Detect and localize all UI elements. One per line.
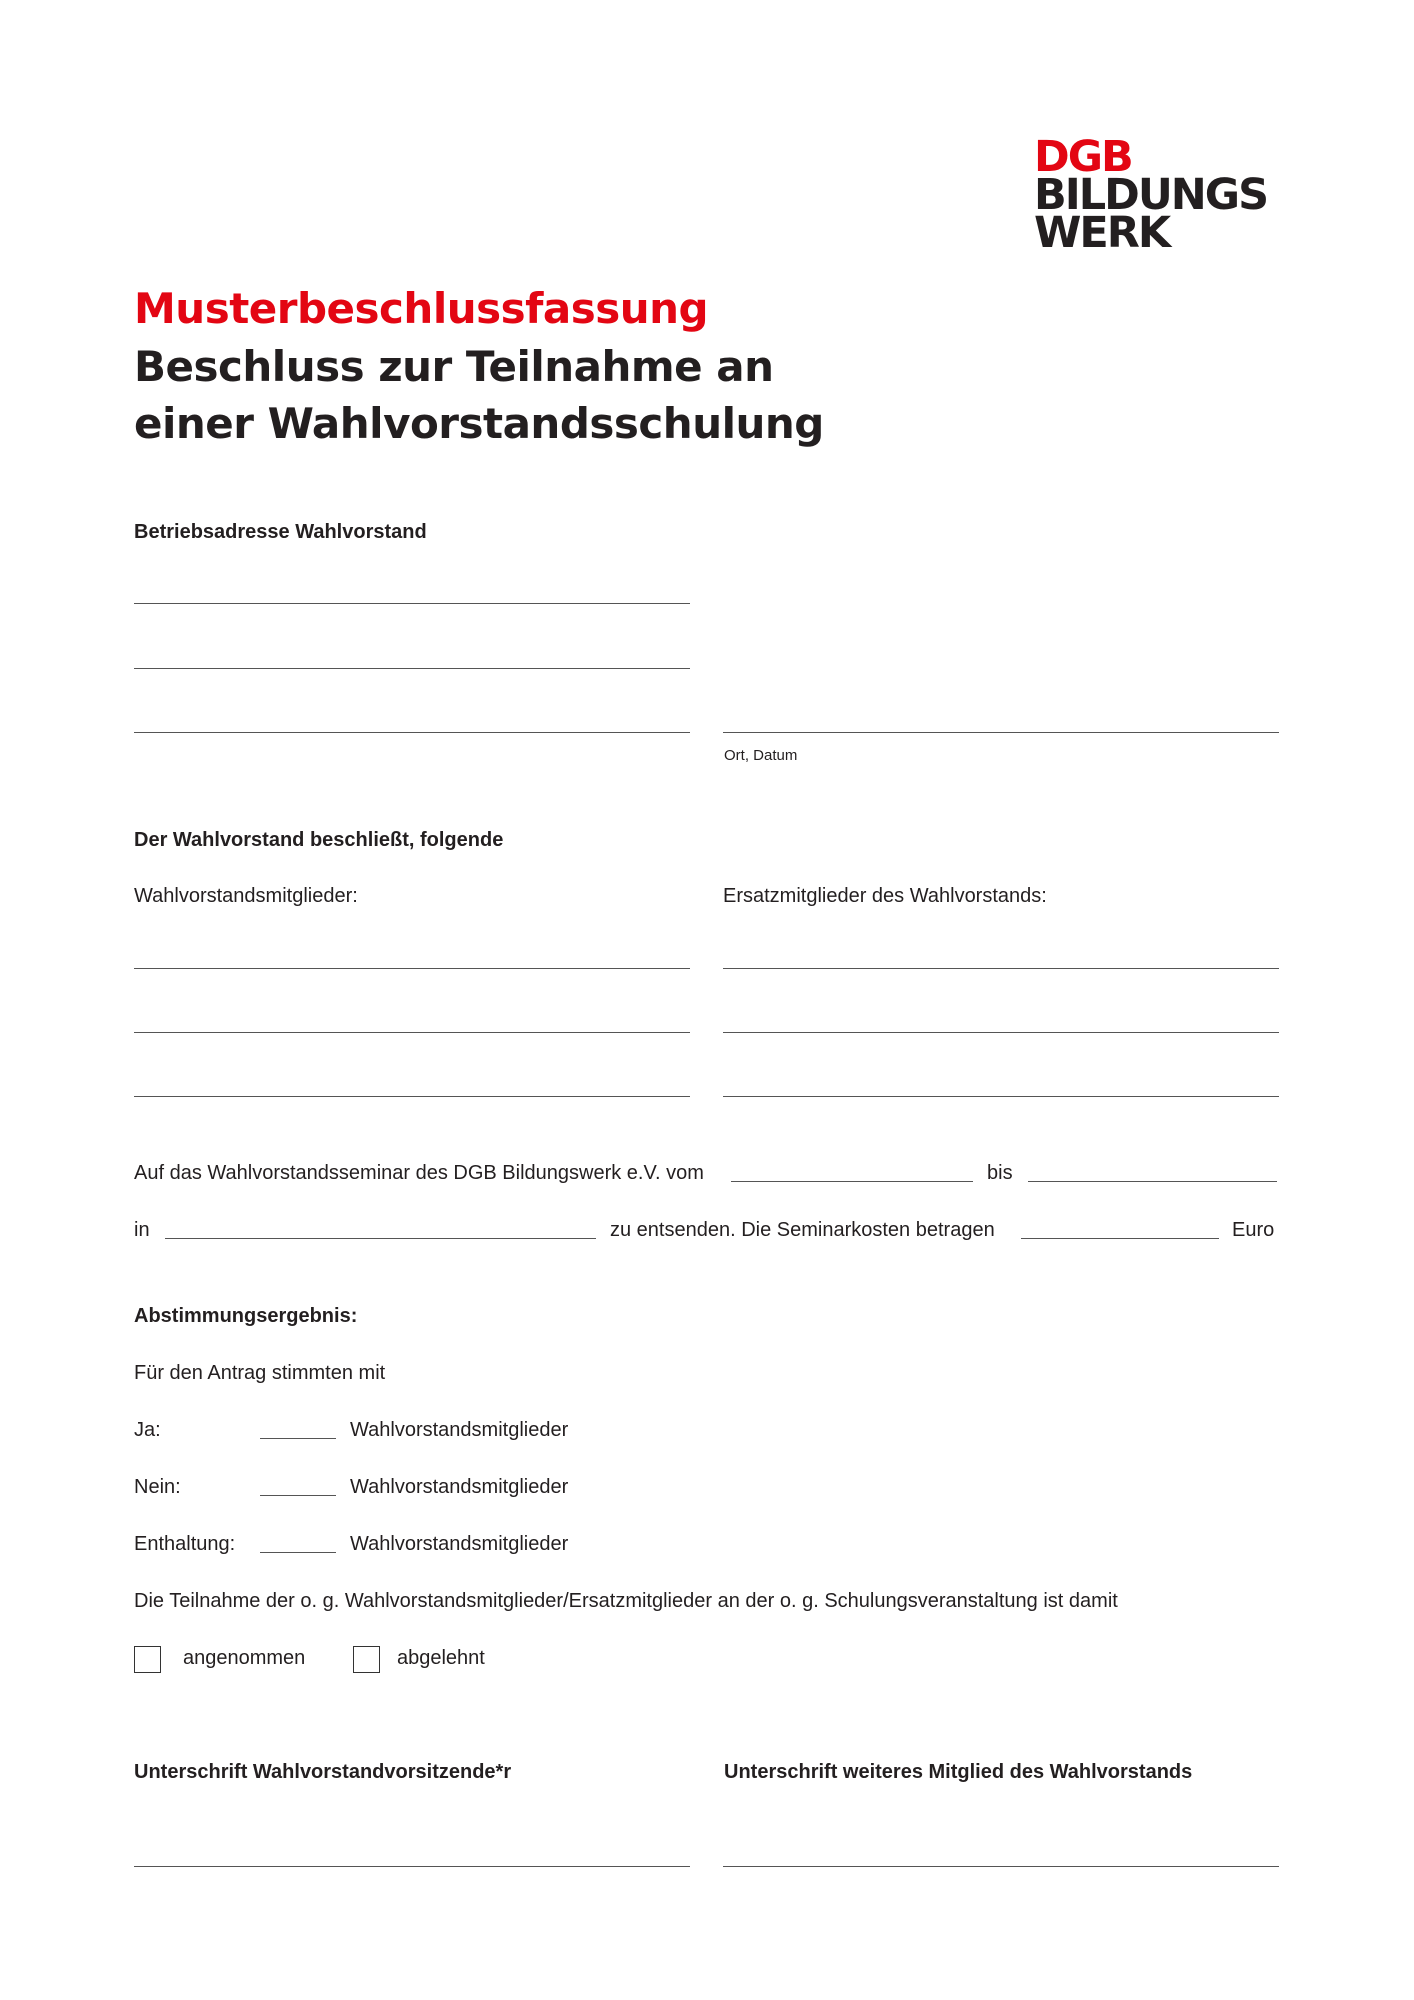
vote-heading: Abstimmungsergebnis: [134, 1305, 358, 1327]
member-line-1[interactable] [134, 968, 690, 969]
vote-conclusion: Die Teilnahme der o. g. Wahlvorstandsmitglieder/Ersatzmitglieder an der o. g. Schulungsveranstaltung ist damit [134, 1590, 1118, 1612]
member-line-2[interactable] [134, 1032, 690, 1033]
signature-chair-line[interactable] [134, 1866, 690, 1867]
vote-no-suffix: Wahlvorstandsmitglieder [350, 1476, 569, 1498]
dgb-bildungswerk-logo [1034, 132, 1268, 258]
vote-no-count-line[interactable] [260, 1495, 336, 1496]
accepted-label: angenommen [183, 1647, 306, 1669]
seminar-from-date-line[interactable] [731, 1181, 973, 1182]
seminar-in-text: in [134, 1219, 150, 1241]
seminar-text-prefix: Auf das Wahlvorstandsseminar des DGB Bildungswerk e.V. vom [134, 1162, 704, 1184]
substitute-line-1[interactable] [723, 968, 1279, 969]
seminar-to-date-line[interactable] [1028, 1181, 1277, 1182]
document-title-red: Musterbeschlussfassung [134, 284, 709, 333]
seminar-bis-text: bis [987, 1162, 1013, 1184]
document-title [134, 338, 824, 452]
logo-line-werk: WERK [1034, 208, 1170, 258]
address-line-3[interactable] [134, 732, 690, 733]
title-line-2: einer Wahlvorstandsschulung [134, 399, 824, 448]
substitutes-label: Ersatzmitglieder des Wahlvorstands: [723, 885, 1047, 907]
place-date-label: Ort, Datum [724, 747, 798, 764]
decision-heading: Der Wahlvorstand beschließt, folgende [134, 829, 504, 851]
accepted-checkbox[interactable] [134, 1646, 161, 1673]
signature-member-line[interactable] [723, 1866, 1279, 1867]
logo-line-bildungs: BILDUNGS [1034, 170, 1268, 220]
address-line-1[interactable] [134, 603, 690, 604]
seminar-location-line[interactable] [165, 1238, 596, 1239]
logo-line-dgb: DGB [1034, 132, 1132, 182]
vote-yes-label: Ja: [134, 1419, 161, 1441]
title-line-1: Beschluss zur Teilnahme an [134, 342, 774, 391]
vote-no-label: Nein: [134, 1476, 181, 1498]
vote-intro: Für den Antrag stimmten mit [134, 1362, 386, 1384]
signature-chair-label: Unterschrift Wahlvorstandvorsitzende*r [134, 1761, 512, 1783]
member-line-3[interactable] [134, 1096, 690, 1097]
substitute-line-3[interactable] [723, 1096, 1279, 1097]
seminar-cost-line[interactable] [1021, 1238, 1219, 1239]
address-heading: Betriebsadresse Wahlvorstand [134, 521, 427, 543]
signature-member-label: Unterschrift weiteres Mitglied des Wahlvorstands [724, 1761, 1193, 1783]
vote-yes-suffix: Wahlvorstandsmitglieder [350, 1419, 569, 1441]
vote-abstain-label: Enthaltung: [134, 1533, 236, 1555]
vote-yes-count-line[interactable] [260, 1438, 336, 1439]
vote-abstain-count-line[interactable] [260, 1552, 336, 1553]
rejected-label: abgelehnt [397, 1647, 485, 1669]
rejected-checkbox[interactable] [353, 1646, 380, 1673]
substitute-line-2[interactable] [723, 1032, 1279, 1033]
members-label: Wahlvorstandsmitglieder: [134, 885, 358, 907]
place-date-line[interactable] [723, 732, 1279, 733]
vote-abstain-suffix: Wahlvorstandsmitglieder [350, 1533, 569, 1555]
address-line-2[interactable] [134, 668, 690, 669]
seminar-cost-text: zu entsenden. Die Seminarkosten betragen [610, 1219, 995, 1241]
seminar-euro-text: Euro [1232, 1219, 1275, 1241]
